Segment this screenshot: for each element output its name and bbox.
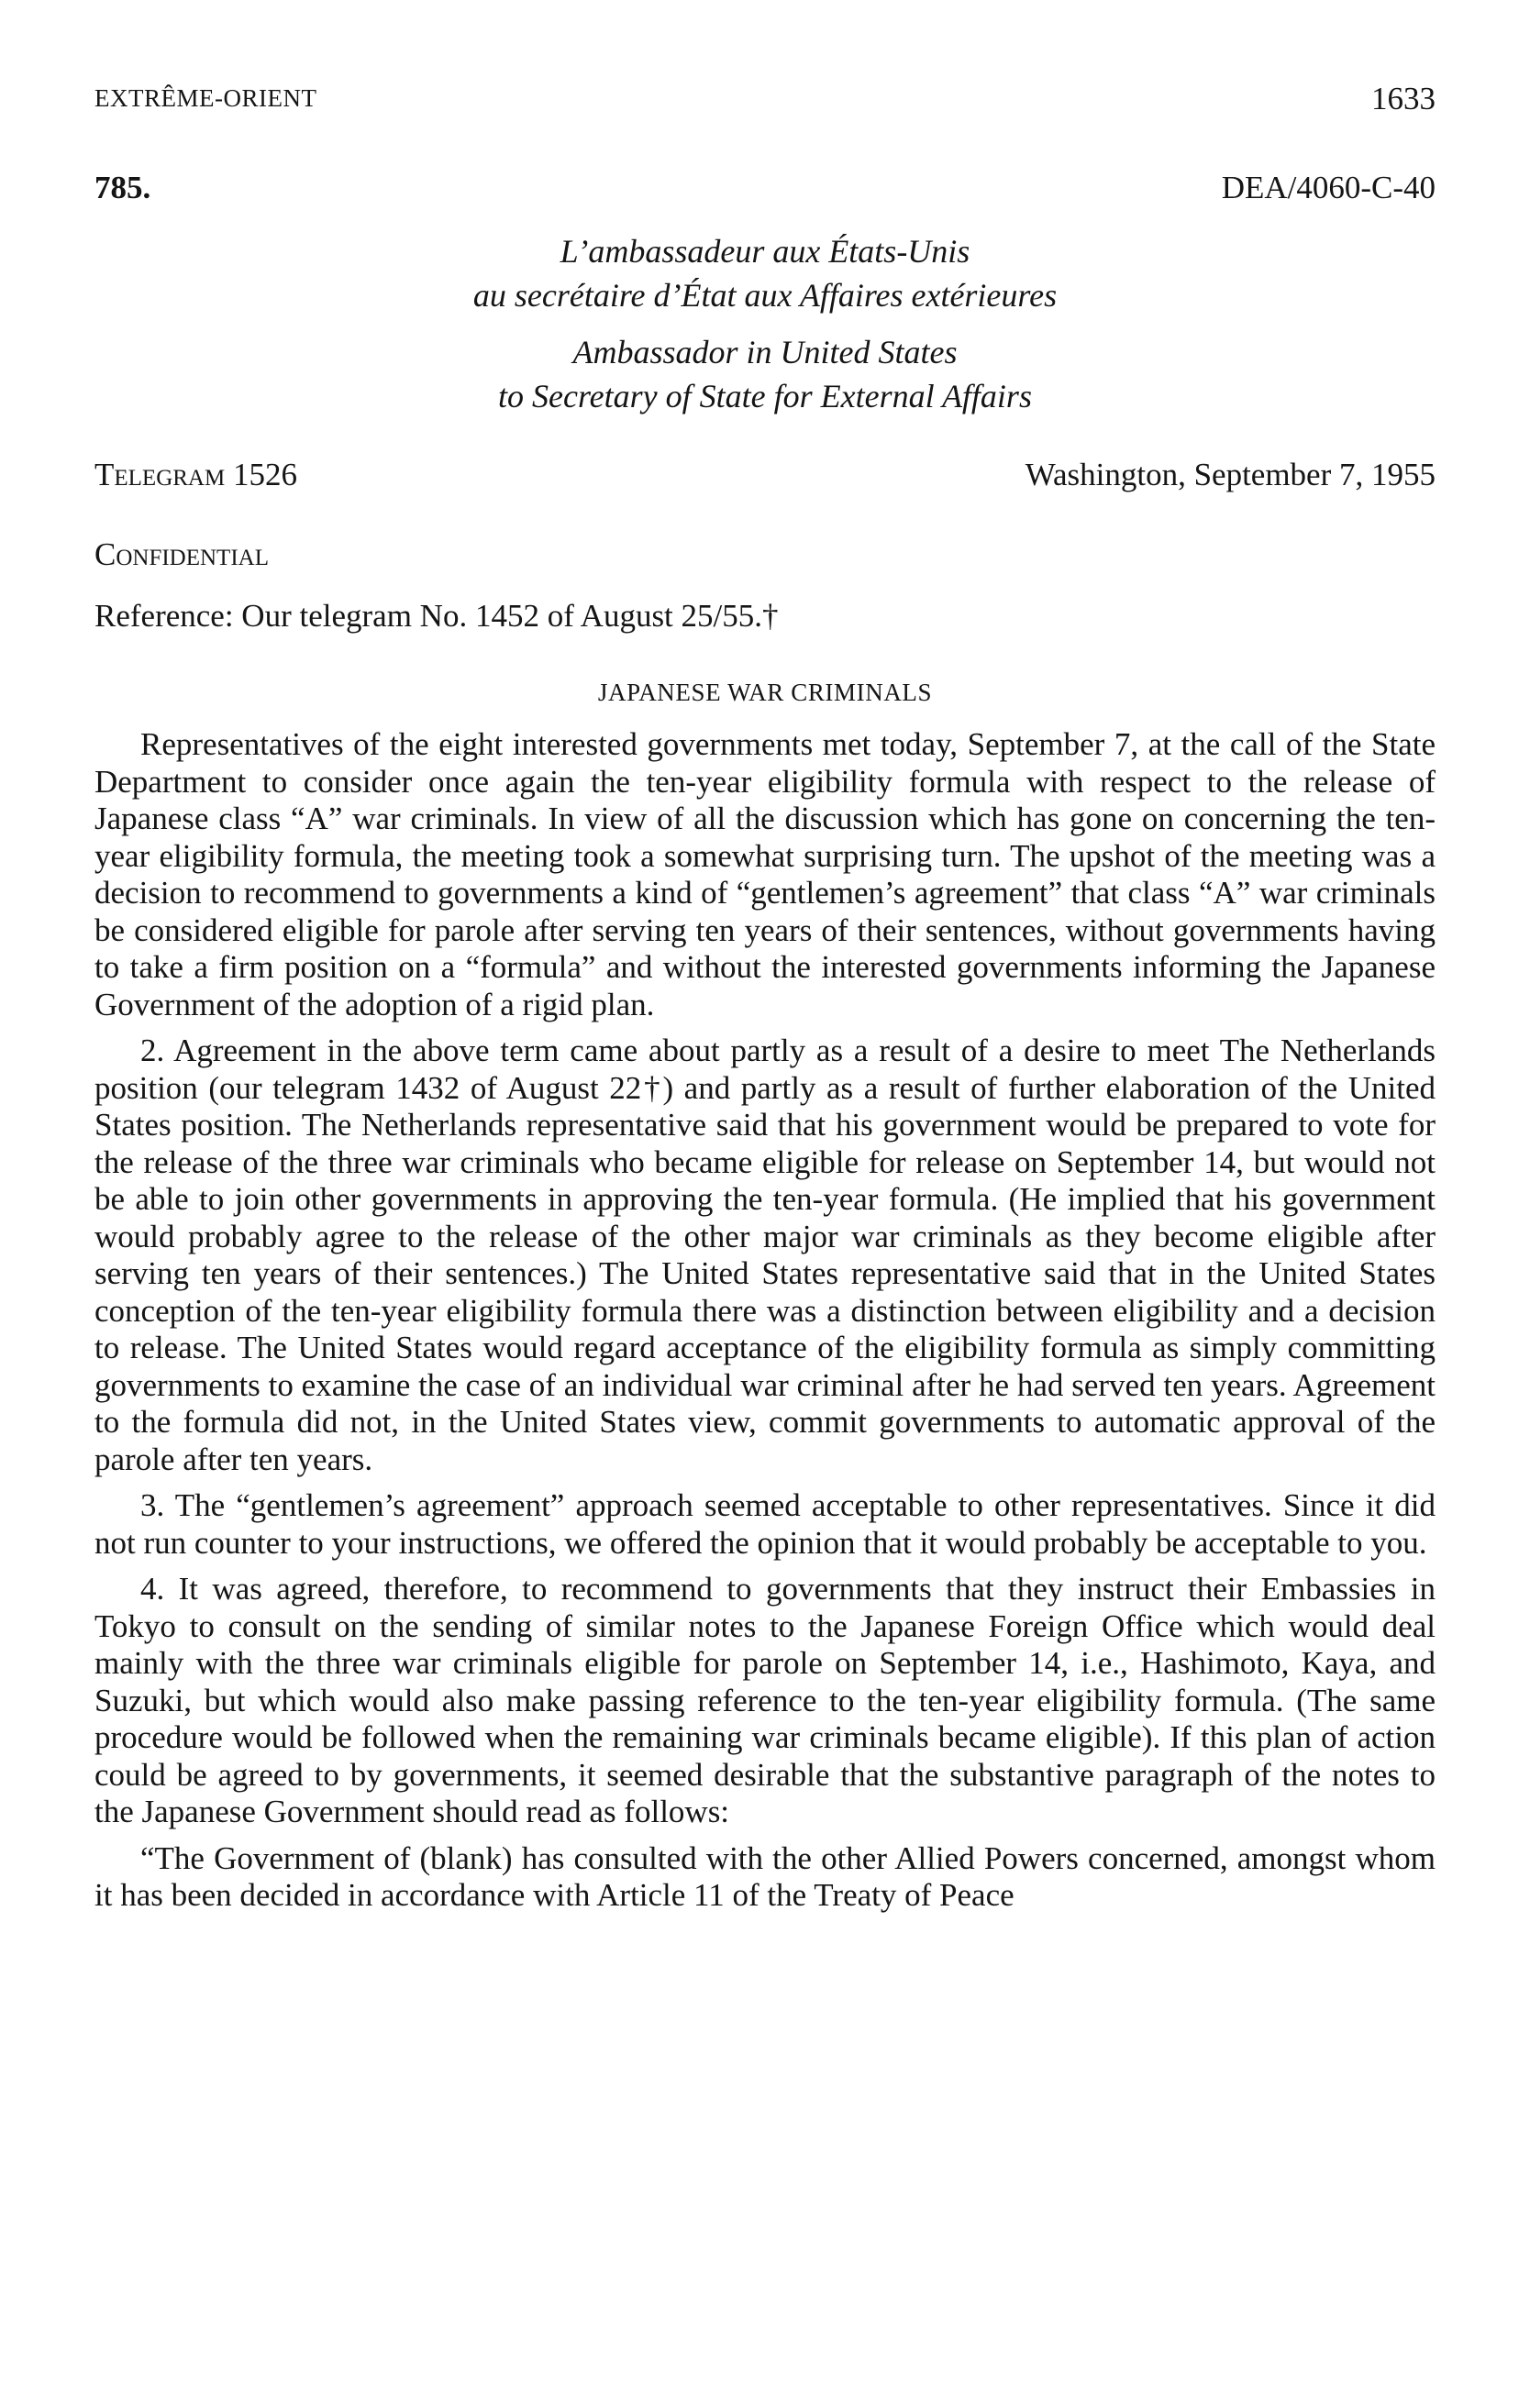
addressee-english-line-2: to Secretary of State for External Affairs — [498, 378, 1032, 414]
paragraph-3: 3. The “gentlemen’s agreement” approach seemed acceptable to other representatives. Since it did not run counter to your instructions, we offered the opinion that it would probably be acceptable to you. — [94, 1487, 1436, 1561]
addressee-french-line-1: L’ambassadeur aux États-Unis — [560, 233, 970, 270]
addressee-french-line-2: au secrétaire d’État aux Affaires extérieures — [472, 277, 1058, 314]
classification: Confidential — [94, 536, 269, 572]
addressee-french — [94, 229, 1436, 317]
document-number-line — [94, 170, 1436, 210]
addressee-english — [94, 330, 1436, 418]
paragraph-2: 2. Agreement in the above term came about partly as a result of a desire to meet The Netherlands position (our telegram 1432 of August 22†) and partly as a result of further elaboration of the United States position. The Netherlands representative said that his government would be prepared to vote for the release of the three war criminals who became eligible for release on September 14, but would not be able to join other governments in approving the ten-year formula. (He implied that his government would probably agree to the release of the other major war criminals as they become eligible after serving ten years of their sentences.) The United States representative said that in the United States conception of the ten-year eligibility formula there was a distinction between eligibility and a decision to release. The United States would regard acceptance of the eligibility formula as simply committing governments to examine the case of an individual war criminal after he had served ten years. Agreement to the formula did not, in the United States view, commit governments to automatic approval of the parole after ten years. — [94, 1033, 1436, 1477]
subject-heading: JAPANESE WAR CRIMINALS — [597, 679, 933, 706]
reference-line: Reference: Our telegram No. 1452 of August 25/55.† — [94, 598, 779, 634]
addressee-english-line-1: Ambassador in United States — [572, 334, 958, 370]
dateline: Washington, September 7, 1955 — [1025, 457, 1436, 492]
telegram-line — [94, 457, 1436, 503]
file-reference: DEA/4060-C-40 — [1221, 170, 1436, 205]
document-number: 785. — [94, 170, 151, 205]
paragraph-1: Representatives of the eight interested governments met today, September 7, at the call of the State Department to consider once again the ten-year eligibility formula with respect to the release of Japanese class “A” war criminals. In view of all the discussion which has gone on concerning the ten-year eligibility formula, the meeting took a somewhat surprising turn. The upshot of the meeting was a decision to recommend to governments a kind of “gentlemen’s agreement” that class “A” war criminals be considered eligible for parole after serving ten years of their sentences, without governments having to take a firm position on a “formula” and without the interested governments informing the Japanese Government of the adoption of a rigid plan. — [94, 726, 1436, 1022]
running-title: EXTRÊME-ORIENT — [94, 84, 317, 112]
running-head — [94, 81, 1436, 117]
document-body — [94, 726, 1436, 1924]
paragraph-4: 4. It was agreed, therefore, to recommend to governments that they instruct their Embassies in Tokyo to consult on the sending of similar notes to the Japanese Foreign Office which would deal mainly with the three war criminals eligible for parole on September 14, i.e., Hashimoto, Kaya, and Suzuki, but which would also make passing reference to the ten-year eligibility formula. (The same procedure would be followed when the remaining war criminals became eligible). If this plan of action could be agreed to by governments, it seemed desirable that the substantive paragraph of the notes to the Japanese Government should read as follows: — [94, 1571, 1436, 1829]
quoted-paragraph: “The Government of (blank) has consulted with the other Allied Powers concerned, amongst whom it has been decided in accordance with Article 11 of the Treaty of Peace — [94, 1839, 1436, 1913]
telegram-number: Telegram 1526 — [94, 457, 297, 492]
page-number: 1633 — [1371, 81, 1436, 116]
document-page — [94, 0, 1436, 2408]
